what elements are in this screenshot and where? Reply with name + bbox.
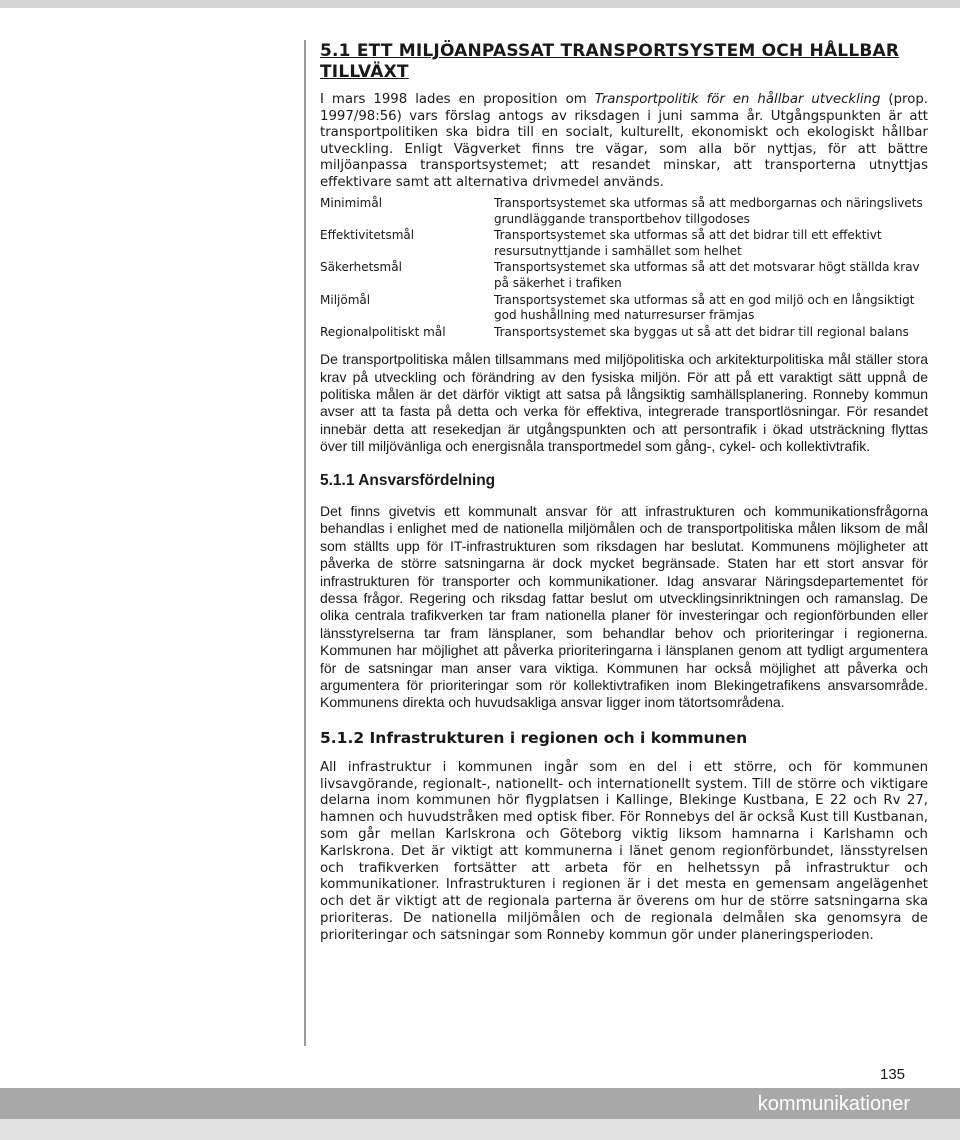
- goal-name: Minimimål: [320, 196, 383, 210]
- margin-rule: [304, 40, 306, 1046]
- goal-text: Transportsystemet ska byggas ut så att det bidrar till regional balans: [494, 324, 909, 339]
- goal-text: Transportsystemet ska utformas så att medborgarnas och näringslivets grundläggande transportbehov tillgodoses: [494, 196, 923, 226]
- chapter-label: kommunikationer: [757, 1093, 910, 1115]
- subsection-title: 5.1.1 Ansvarsfördelning: [320, 472, 496, 490]
- body-paragraph: De transportpolitiska målen tillsammans med miljöpolitiska och arkitekturpolitiska mål ställer stora krav på utveckling och förändring av den fysiska miljön. För att på ett varaktigt sätt uppnå de politiska målen är det därför viktigt att satsa på långsiktig samhällsplanering. Ronneby kommun avser att ta fasta på detta och verka för effektiva, integrerade transportlösningar. För resandet innebär detta att resekedjan är utgångspunkten och att persontrafik i ökad utsträckning flyttas över till miljövänliga och energisnåla transportmedel som gång-, cykel- och kollektivtrafik.: [320, 351, 928, 454]
- intro-text-a: I mars 1998 lades en proposition om: [320, 92, 595, 107]
- goal-name: Miljömål: [320, 292, 371, 307]
- goal-text: Transportsystemet ska utformas så att en god miljö och en långsiktigt god hushållning med naturresurser främjas: [494, 292, 915, 323]
- intro-paragraph: [320, 92, 928, 191]
- subsection-title: 5.1.2 Infrastrukturen i regionen och i kommunen: [320, 728, 748, 747]
- top-bar: [0, 0, 960, 8]
- goals-table: [320, 196, 928, 341]
- goal-name: Regionalpolitiskt mål: [320, 324, 446, 339]
- goal-name: Säkerhetsmål: [320, 260, 402, 275]
- goal-name: Effektivitetsmål: [320, 228, 415, 243]
- section-title: 5.1 ETT MILJÖANPASSAT TRANSPORTSYSTEM OCH HÅLLBAR TILLVÄXT: [320, 41, 900, 82]
- body-paragraph: All infrastruktur i kommunen ingår som en del i ett större, och för kommunen livsavgörande, regionalt-, nationellt- och internationellt system. Till de större och viktigare delarna inom kommunen hör flygplatsen i Kallinge, Blekinge Kustbana, E 22 och Rv 27, hamnen och huvudstråken med optisk fiber. För Ronnebys del är också Kust till Kustbanan, som går mellan Karlskrona och Göteborg viktig liksom hamnarna i Karlshamn och Karlskrona. Det är viktigt att kommunerna i länet genom regionförbundet, länsstyrelsen och trafikverken fortsätter att arbeta för en helhetssyn på infrastruktur och kommunikationer. Infrastrukturen i regionen är i det mesta en gemensam angelägenhet och det är viktigt att de regionala parterna är överens om hur de större satsningarna ska prioriteras. De nationella miljömålen och de regionala delmålen ska genomsyra de prioriteringar och satsningar som Ronneby kommun gör under planeringsperioden.: [320, 759, 928, 943]
- page-number: 135: [880, 1066, 906, 1083]
- intro-italic-title: Transportpolitik för en hållbar utveckling: [594, 92, 881, 107]
- bottom-bar: [0, 1119, 960, 1140]
- body-paragraph: Det finns givetvis ett kommunalt ansvar för att infrastrukturen och kommunikationsfrågorna behandlas i enlighet med de nationella miljömålen och de transportpolitiska målen liksom de mål som ställts upp för IT-infrastrukturen som riksdagen har beslutat. Kommunens möjligheter att påverka de större satsningarna är dock mycket begränsade. Staten har ett stort ansvar för infrastrukturen för transporter och kommunikationer. Idag ansvarar Näringsdepartementet för dessa frågor. Regering och riksdag fattar beslut om utvecklingsinriktningen och ramanslag. De olika centrala trafikverken tar fram nationella planer för investeringar och regionförbunden eller länsstyrelserna tar fram länsplaner, som behandlar behov och prioriteringar i regionerna. Kommunen har möjlighet att påverka prioriteringarna i länsplanen genom att tydligt argumentera för de satsningar man anser vara viktiga. Kommunen har också möjlighet att påverka och argumentera för prioriteringar som rör kollektivtrafiken inom Blekingetrafikens ansvarsområde. Kommunens direkta och huvudsakliga ansvar ligger inom tätortsområdena.: [320, 502, 928, 711]
- goal-text: Transportsystemet ska utformas så att det bidrar till ett effektivt resursutnyttjande i samhället som helhet: [494, 228, 882, 258]
- intro-text-b: (prop. 1997/98:56) vars förslag antogs av riksdagen i juni samma år. Utgångspunkten är att transportpolitiken ska bidra till en socialt, kulturellt, ekonomiskt och ekologiskt hållbar utveckling. Enligt Vägverket finns tre vägar, som alla bör nyttjas, för att bättre miljöanpassa transportsystemet; att resandet minskar, att transporterna utnyttjas effektivare samt att alternativa drivmedel används.: [320, 92, 928, 190]
- page-content: [320, 41, 928, 944]
- goal-text: Transportsystemet ska utformas så att det motsvarar högt ställda krav på säkerhet i trafiken: [494, 260, 920, 290]
